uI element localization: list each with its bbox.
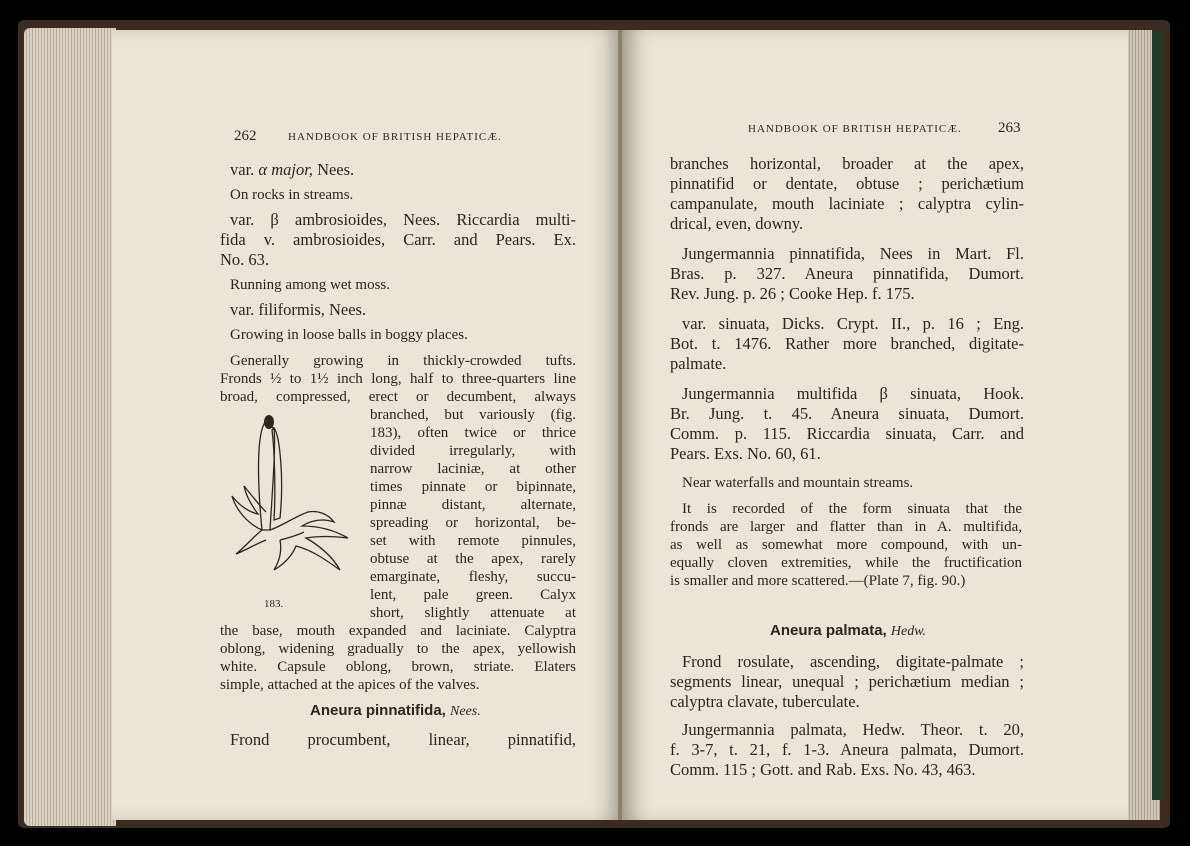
figure-label: 183. xyxy=(264,598,284,610)
running-head: HANDBOOK OF BRITISH HEPATICÆ. xyxy=(288,131,502,143)
synonym-line: Comm. p. 115. Riccardia sinuata, Carr. and xyxy=(670,424,1024,443)
description-line: Frond rosulate, ascending, digitate-palmate ; xyxy=(682,652,1024,671)
description-line: emarginate, fleshy, succu- xyxy=(370,569,576,585)
description-line: segments linear, unequal ; perichætium median ; xyxy=(670,672,1024,691)
note-line: It is recorded of the form sinuata that the xyxy=(682,501,1022,517)
description-line: campanulate, mouth laciniate ; calyptra cylin- xyxy=(670,194,1024,213)
synonym-line: Rev. Jung. p. 26 ; Cooke Hep. f. 175. xyxy=(670,284,915,303)
species-heading: Aneura pinnatifida, Nees. xyxy=(310,702,481,719)
description-line: pinnatifid or dentate, obtuse ; perichætium xyxy=(670,174,1024,193)
species-heading: Aneura palmata, Hedw. xyxy=(770,622,927,639)
variety-line: var. filiformis, Nees. xyxy=(230,300,367,319)
synonym-line: Jungermannia pinnatifida, Nees in Mart. Fl. xyxy=(682,244,1024,263)
description-line: Fronds ½ to 1½ inch long, half to three-quarters line xyxy=(220,371,576,387)
frond-illustration xyxy=(222,400,362,600)
synonym-line: Jungermannia multifida β sinuata, Hook. xyxy=(682,384,1024,403)
habitat-line: Growing in loose balls in boggy places. xyxy=(230,327,468,343)
description-line: short, slightly attenuate at xyxy=(370,605,576,621)
description-line: spreading or horizontal, be- xyxy=(370,515,576,531)
description-line: calyptra clavate, tuberculate. xyxy=(670,692,860,711)
right-page xyxy=(622,30,1128,820)
description-line: lent, pale green. Calyx xyxy=(370,587,576,603)
running-head: HANDBOOK OF BRITISH HEPATICÆ. xyxy=(748,123,962,135)
page-number: 262 xyxy=(234,128,257,144)
description-line: Generally growing in thickly-crowded tufts. xyxy=(230,353,576,369)
variety-line: var. sinuata, Dicks. Crypt. II., p. 16 ; Eng. xyxy=(682,314,1024,333)
variety-major: var. α major, Nees. xyxy=(230,160,355,179)
habitat-line: Running among wet moss. xyxy=(230,277,390,293)
variety-line: No. 63. xyxy=(220,250,270,269)
note-line: equally cloven extremities, while the fructification xyxy=(670,555,1022,571)
description-line: divided irregularly, with xyxy=(370,443,576,459)
note-line: as well as somewhat more compound, with un- xyxy=(670,537,1022,553)
variety-line: Bot. t. 1476. Rather more branched, digitate- xyxy=(670,334,1024,353)
description-line: Frond procumbent, linear, pinnatifid, xyxy=(230,730,576,749)
description-line: drical, even, downy. xyxy=(670,214,804,233)
description-line: broad, compressed, erect or decumbent, always xyxy=(220,389,576,405)
description-line: the base, mouth expanded and laciniate. Calyptra xyxy=(220,623,576,639)
description-line: oblong, widening gradually to the apex, yellowish xyxy=(220,641,576,657)
description-line: white. Capsule oblong, brown, striate. Elaters xyxy=(220,659,576,675)
habitat-line: Near waterfalls and mountain streams. xyxy=(682,475,914,491)
variety-line: palmate. xyxy=(670,354,727,373)
description-line: branches horizontal, broader at the apex, xyxy=(670,154,1024,173)
synonym-line: Comm. 115 ; Gott. and Rab. Exs. No. 43, 463. xyxy=(670,760,976,779)
description-line: 183), often twice or thrice xyxy=(370,425,576,441)
description-line: obtuse at the apex, rarely xyxy=(370,551,576,567)
cover-edge xyxy=(1152,30,1162,800)
description-line: set with remote pinnules, xyxy=(370,533,576,549)
left-page xyxy=(112,30,622,820)
description-line: times pinnate or bipinnate, xyxy=(370,479,576,495)
description-line: narrow laciniæ, at other xyxy=(370,461,576,477)
page-number: 263 xyxy=(998,120,1021,136)
note-line: is smaller and more scattered.—(Plate 7, fig. 90.) xyxy=(670,573,966,589)
synonym-line: Pears. Exs. No. 60, 61. xyxy=(670,444,821,463)
variety-line: fida v. ambrosioides, Carr. and Pears. Ex. xyxy=(220,230,576,249)
synonym-line: Jungermannia palmata, Hedw. Theor. t. 20, xyxy=(682,720,1024,739)
synonym-line: Bras. p. 327. Aneura pinnatifida, Dumort. xyxy=(670,264,1024,283)
description-line: pinnæ distant, alternate, xyxy=(370,497,576,513)
description-line: branched, but variously (fig. xyxy=(370,407,576,423)
note-line: fronds are larger and flatter than in A. multifida, xyxy=(670,519,1022,535)
synonym-line: Br. Jung. t. 45. Aneura sinuata, Dumort. xyxy=(670,404,1024,423)
variety-line: var. β ambrosioides, Nees. Riccardia multi- xyxy=(230,210,576,229)
synonym-line: f. 3-7, t. 21, f. 1-3. Aneura palmata, Dumort. xyxy=(670,740,1024,759)
page-edges-left xyxy=(24,28,116,826)
habitat-line: On rocks in streams. xyxy=(230,187,354,203)
description-line: simple, attached at the apices of the valves. xyxy=(220,677,480,693)
